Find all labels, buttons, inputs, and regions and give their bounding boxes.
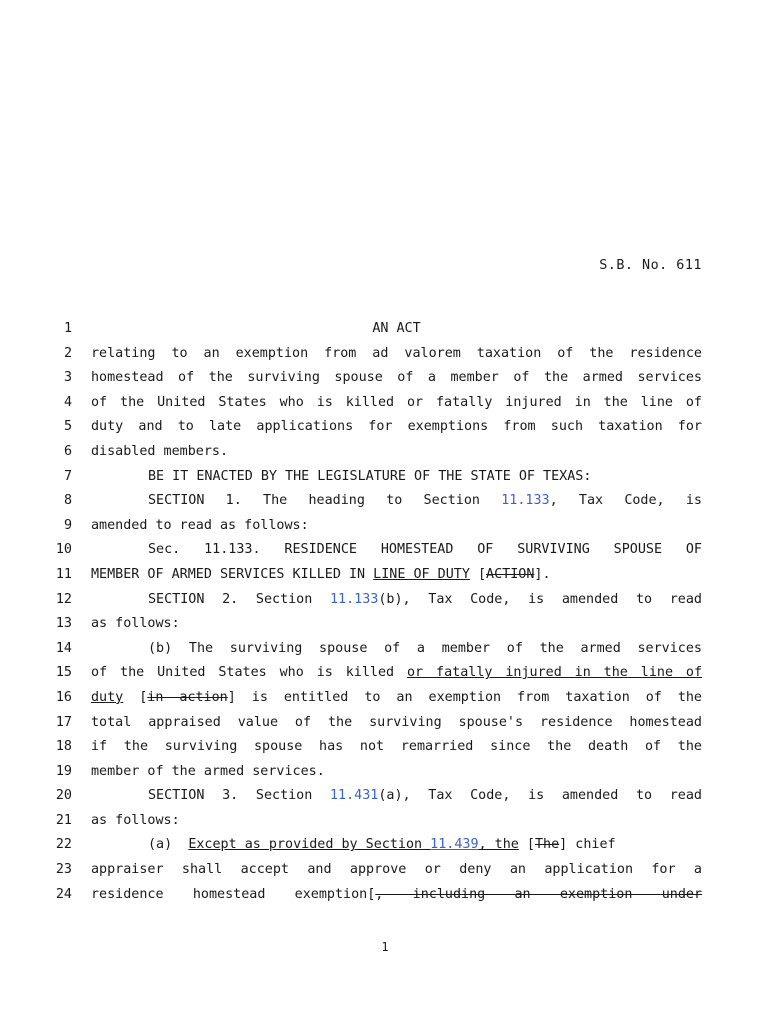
text-segment: ]. <box>534 566 551 582</box>
line-17 <box>0 711 770 736</box>
line-text: disabled members. <box>91 443 229 459</box>
text-segment: MEMBER OF ARMED SERVICES KILLED IN <box>91 566 366 582</box>
text-segment: [ <box>123 689 148 705</box>
statute-link[interactable]: 11.431 <box>329 788 379 804</box>
text-segment: SECTION 3. Section <box>148 788 313 804</box>
line-21 <box>0 809 770 834</box>
line-number: 14 <box>55 640 72 656</box>
text-segment: ] chief <box>559 837 616 853</box>
text-segment: , Tax Code, is <box>549 493 702 509</box>
line-text: of the United States who is killed or fatally injured in the line of <box>91 394 702 410</box>
line-text: if the surviving spouse has not remarried since the death of the <box>91 739 702 755</box>
inserted-text: LINE OF DUTY <box>373 566 470 582</box>
text-segment: SECTION 2. Section <box>148 591 313 607</box>
line-number: 13 <box>55 616 72 632</box>
enacting-clause: BE IT ENACTED BY THE LEGISLATURE OF THE STATE OF TEXAS: <box>148 468 592 484</box>
line-text: appraiser shall accept and approve or deny an application for a <box>91 862 702 878</box>
line-number: 9 <box>63 517 72 533</box>
line-number: 2 <box>63 345 72 361</box>
inserted-text: Except as provided by Section <box>188 837 423 853</box>
statute-link[interactable]: 11.133 <box>329 591 379 607</box>
line-18 <box>0 735 770 760</box>
line-9 <box>0 514 770 539</box>
text-segment: SECTION 1. The heading to Section <box>148 493 480 509</box>
line-text: relating to an exemption from ad valorem taxation of the residence <box>91 345 702 361</box>
line-24 <box>0 883 770 908</box>
line-7 <box>0 465 770 490</box>
text-segment: [ <box>469 566 487 582</box>
line-text <box>91 883 702 908</box>
text-segment: ] is entitled to an exemption from taxation of the <box>227 689 702 705</box>
line-11 <box>0 563 770 588</box>
line-19 <box>0 760 770 785</box>
deleted-text: in action <box>147 689 228 705</box>
line-text <box>91 588 702 613</box>
line-number: 22 <box>55 837 72 853</box>
line-text <box>91 833 702 858</box>
bill-number: S.B. No. 611 <box>599 258 702 273</box>
line-number: 23 <box>55 862 72 878</box>
line-15 <box>0 661 770 686</box>
line-text <box>91 489 702 514</box>
line-20 <box>0 784 770 809</box>
text-segment: residence homestead exemption[ <box>91 886 376 902</box>
line-number: 17 <box>55 714 72 730</box>
line-text <box>91 686 702 711</box>
page-number: 1 <box>381 940 389 954</box>
line-number: 19 <box>55 763 72 779</box>
line-text: total appraised value of the surviving spouse's residence homestead <box>91 714 702 730</box>
line-text: member of the armed services. <box>91 763 325 779</box>
line-text: duty and to late applications for exemptions from such taxation for <box>91 419 702 435</box>
line-text <box>91 661 702 686</box>
line-text <box>91 784 702 809</box>
line-6 <box>0 440 770 465</box>
line-4 <box>0 391 770 416</box>
act-title: AN ACT <box>372 321 421 336</box>
line-22 <box>0 833 770 858</box>
line-1 <box>0 317 770 342</box>
line-number: 7 <box>63 468 72 484</box>
statute-link[interactable]: 11.439 <box>430 837 479 853</box>
line-10 <box>0 538 770 563</box>
line-number: 5 <box>63 419 72 435</box>
inserted-text: or fatally injured in the line of <box>407 665 702 681</box>
line-text: as follows: <box>91 812 180 828</box>
deleted-text: The <box>534 837 560 853</box>
line-number: 15 <box>55 665 72 681</box>
line-text <box>91 563 702 588</box>
line-3 <box>0 366 770 391</box>
line-number: 21 <box>55 812 72 828</box>
line-number: 24 <box>55 886 72 902</box>
text-segment: (b), Tax Code, is amended to read <box>378 591 702 607</box>
line-number: 4 <box>63 394 72 410</box>
line-text: homestead of the surviving spouse of a member of the armed services <box>91 370 702 386</box>
deleted-text: , including an exemption under <box>375 886 702 902</box>
section-heading: Sec. 11.133. RESIDENCE HOMESTEAD OF SURVIVING SPOUSE OF <box>148 542 702 558</box>
line-text: (b) The surviving spouse of a member of the armed services <box>148 640 702 656</box>
text-segment: (a) <box>148 837 189 853</box>
line-number: 12 <box>55 591 72 607</box>
text-segment: (a), Tax Code, is amended to read <box>378 788 702 804</box>
line-number: 18 <box>55 739 72 755</box>
line-14 <box>0 637 770 662</box>
line-number: 1 <box>63 321 72 336</box>
line-13 <box>0 612 770 637</box>
text-segment: of the United States who is killed <box>91 665 395 681</box>
line-number: 6 <box>63 443 72 459</box>
line-8 <box>0 489 770 514</box>
line-16 <box>0 686 770 711</box>
line-12 <box>0 588 770 613</box>
line-2 <box>0 342 770 367</box>
line-5 <box>0 415 770 440</box>
line-23 <box>0 858 770 883</box>
line-number: 10 <box>55 542 72 558</box>
line-number: 8 <box>63 493 72 509</box>
text-segment: [ <box>518 837 535 853</box>
line-number: 20 <box>55 788 72 804</box>
line-number: 11 <box>55 566 72 582</box>
line-text: as follows: <box>91 616 180 632</box>
deleted-text: ACTION <box>486 566 535 582</box>
inserted-text: , the <box>478 837 519 853</box>
line-number: 3 <box>63 370 72 386</box>
line-number: 16 <box>55 689 72 705</box>
statute-link[interactable]: 11.133 <box>501 493 550 509</box>
line-text: amended to read as follows: <box>91 517 309 533</box>
bill-text <box>0 317 770 907</box>
inserted-text: duty <box>91 689 124 705</box>
